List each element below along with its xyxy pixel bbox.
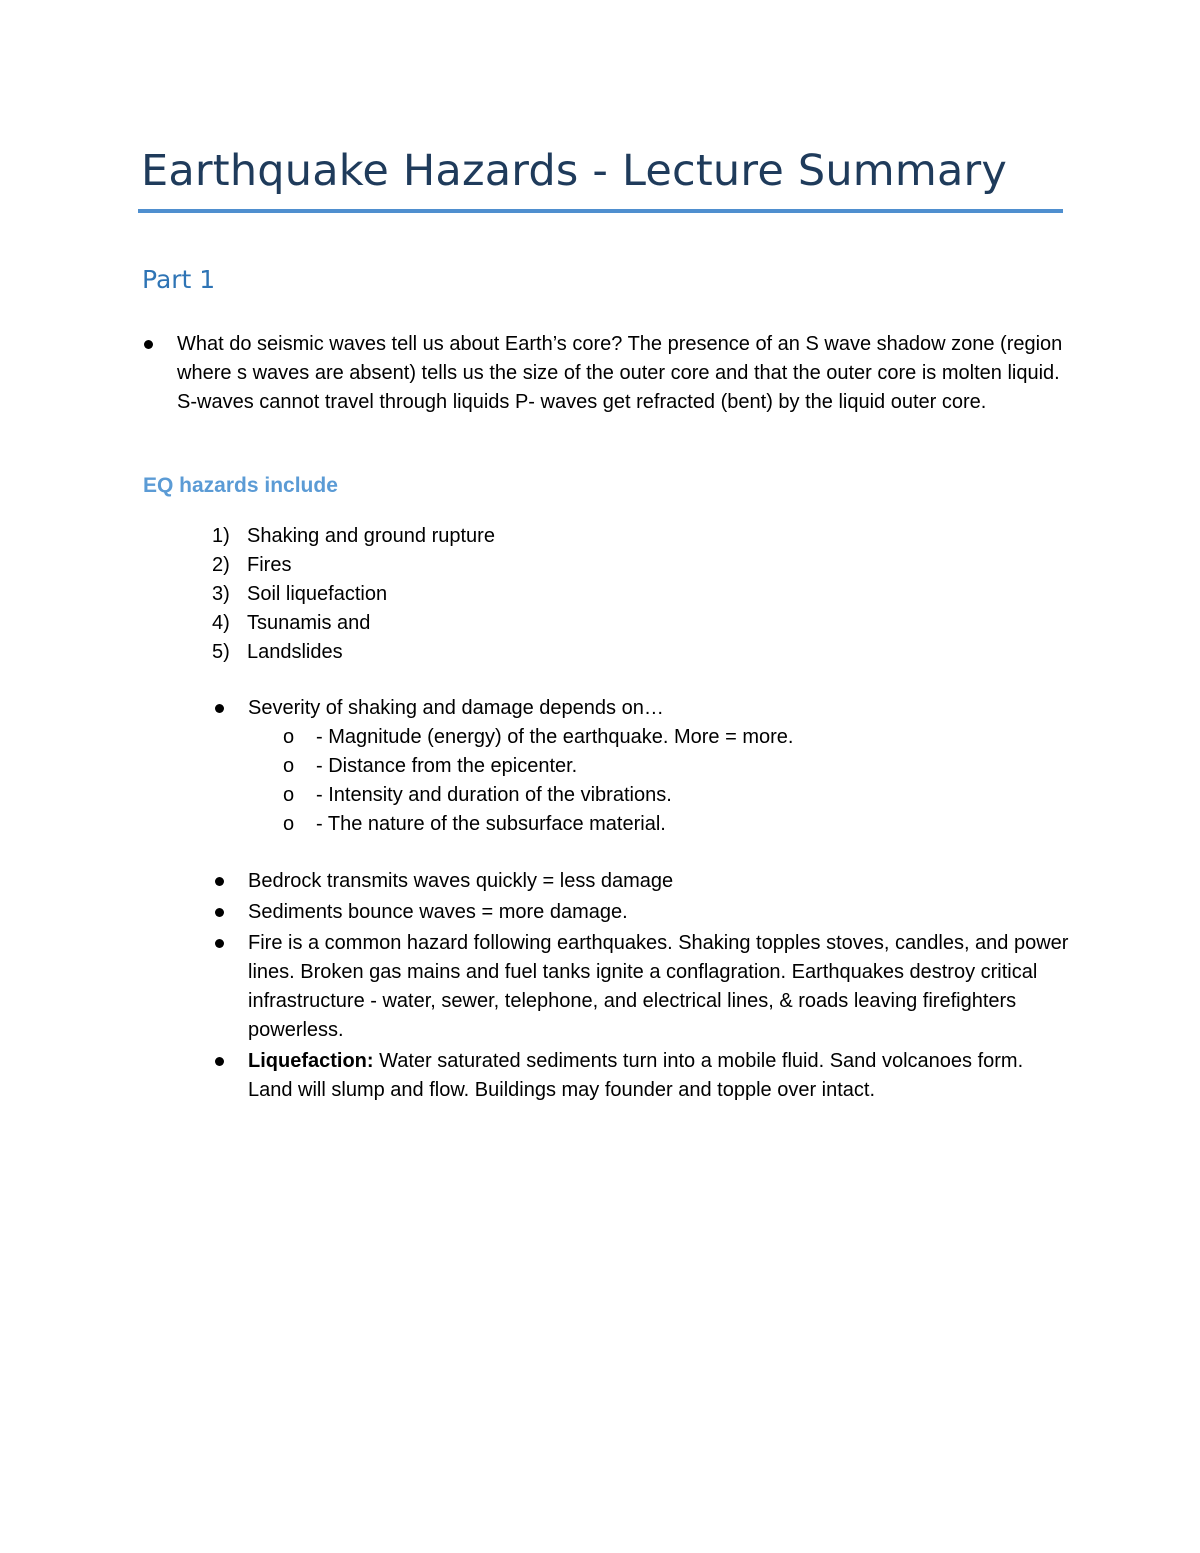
sub-list-item [211, 810, 1071, 839]
severity-lead-text: Severity of shaking and damage depends on… [248, 697, 664, 719]
list-number: 4) [212, 612, 230, 634]
hazard-text: Tsunamis and [247, 612, 371, 634]
bullet-text: Bedrock transmits waves quickly = less damage [248, 870, 674, 892]
list-number: 1) [212, 525, 230, 547]
circle-bullet-icon: o [283, 784, 295, 806]
list-number: 5) [212, 641, 230, 663]
list-item [212, 609, 1012, 638]
list-item [212, 551, 1012, 580]
hazard-text: Shaking and ground rupture [247, 525, 495, 547]
bullet-icon [215, 877, 224, 886]
sub-list-item [211, 752, 1071, 781]
damage-facts-list [211, 867, 1071, 1107]
severity-item-text: - Distance from the epicenter. [316, 755, 578, 777]
hazards-numbered-list [212, 522, 1012, 667]
bullet-icon [215, 704, 224, 713]
liquefaction-text: Water saturated sediments turn into a mobile fluid. Sand volcanoes form. Land will slump and flow. Buildings may founder and topple over intact. [248, 1050, 1024, 1101]
bullet-icon [144, 340, 153, 349]
title-underline [138, 209, 1063, 213]
list-item [211, 694, 1071, 723]
bullet-text: Fire is a common hazard following earthquakes. Shaking topples stoves, candles, and power lines. Broken gas mains and fuel tanks ignite a conflagration. Earthquakes destroy critical infrastructure - water, sewer, telephone, and electrical lines, & roads leaving firefighters powerless. [248, 932, 1069, 1041]
list-item [211, 1047, 1071, 1105]
circle-bullet-icon: o [283, 755, 295, 777]
list-item [212, 638, 1012, 667]
list-item [211, 898, 1071, 927]
hazard-text: Landslides [247, 641, 343, 663]
part-heading: Part 1 [142, 265, 216, 294]
sub-list-item [211, 781, 1071, 810]
hazard-text: Fires [247, 554, 292, 576]
bullet-icon [215, 908, 224, 917]
list-item [212, 522, 1012, 551]
bullet-icon [215, 1057, 224, 1066]
severity-list [211, 694, 1071, 839]
liquefaction-label: Liquefaction: [248, 1050, 374, 1072]
list-item [140, 330, 1070, 417]
bullet-icon [215, 939, 224, 948]
severity-item-text: - Intensity and duration of the vibrations. [316, 784, 672, 806]
list-number: 2) [212, 554, 230, 576]
list-item [211, 867, 1071, 896]
sub-list-item [211, 723, 1071, 752]
circle-bullet-icon: o [283, 813, 295, 835]
bullet-text: Sediments bounce waves = more damage. [248, 901, 628, 923]
list-item [211, 929, 1071, 1045]
document-title: Earthquake Hazards - Lecture Summary [141, 146, 1008, 196]
hazard-text: Soil liquefaction [247, 583, 388, 605]
severity-item-text: - Magnitude (energy) of the earthquake. More = more. [316, 726, 794, 748]
list-item [212, 580, 1012, 609]
circle-bullet-icon: o [283, 726, 295, 748]
list-number: 3) [212, 583, 230, 605]
intro-bullet-block [140, 330, 1070, 417]
hazards-heading: EQ hazards include [143, 474, 338, 497]
severity-item-text: - The nature of the subsurface material. [316, 813, 666, 835]
intro-bullet-text: What do seismic waves tell us about Earth’s core? The presence of an S wave shadow zone (region where s waves are absent) tells us the size of the outer core and that the outer core is molten liquid. S-waves cannot travel through liquids P- waves get refracted (bent) by the liquid outer core. [177, 333, 1063, 413]
